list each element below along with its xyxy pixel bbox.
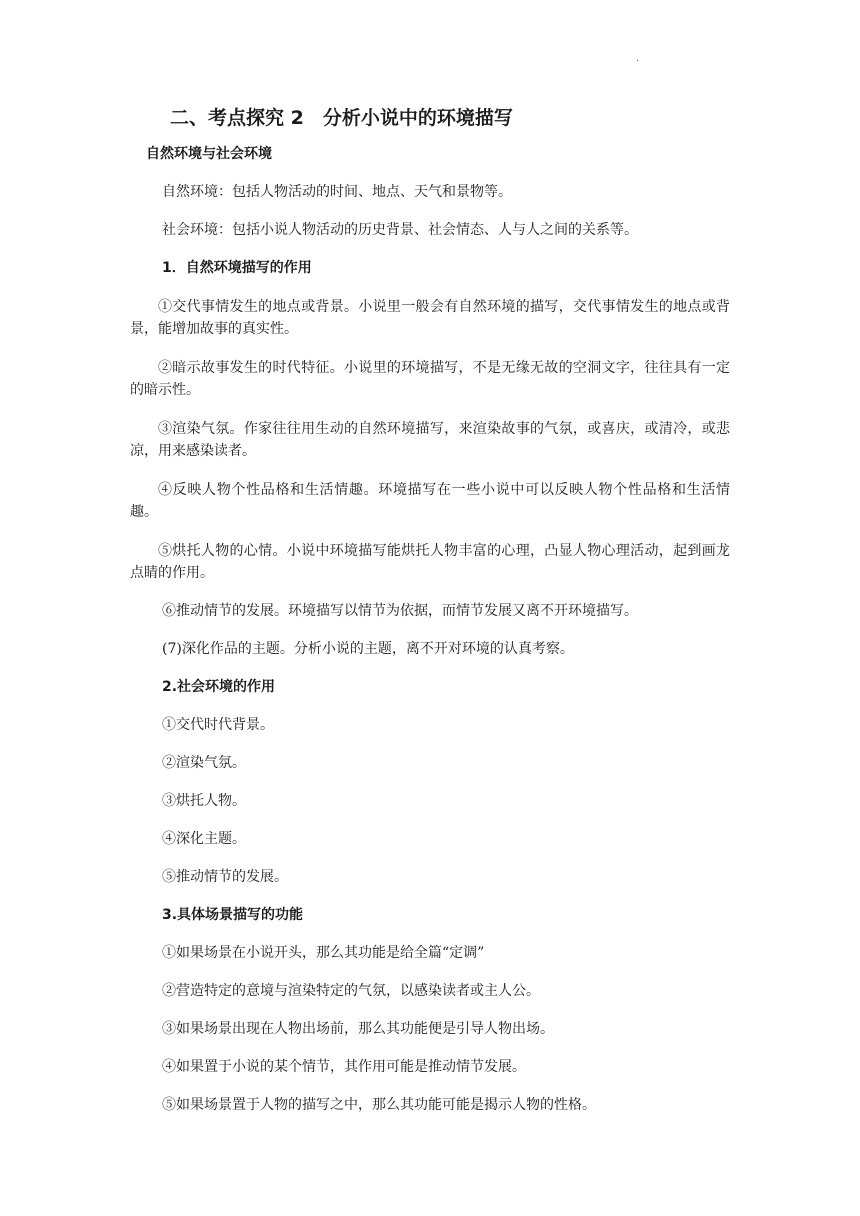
section1-heading: 1．自然环境描写的作用 [162,260,312,276]
page-title: 二、考点探究 2 分析小说中的环境描写 [170,107,513,129]
section1-item: ⑥推动情节的发展。环境描写以情节为依据，而情节发展又离不开环境描写。 [162,603,638,619]
section3-item: ③如果场景出现在人物出场前，那么其功能便是引导人物出场。 [162,1021,554,1037]
section3-item: ④如果置于小说的某个情节，其作用可能是推动情节发展。 [162,1059,526,1075]
natural-environment-definition: 自然环境：包括人物活动的时间、地点、天气和景物等。 [162,184,512,200]
section1-item: ③渲染气氛。作家往往用生动的自然环境描写，来渲染故事的气氛，或喜庆，或清冷，或悲凉，用来感染读者。 [130,421,730,459]
social-environment-definition: 社会环境：包括小说人物活动的历史背景、社会情态、人与人之间的关系等。 [162,222,638,238]
section2-heading: 2.社会环境的作用 [162,679,276,695]
section1-item: ⑤烘托人物的心情。小说中环境描写能烘托人物丰富的心理，凸显人物心理活动，起到画龙点睛的作用。 [130,543,730,581]
section1-item: (7)深化作品的主题。分析小说的主题，离不开对环境的认真考察。 [162,641,574,657]
section3-heading: 3.具体场景描写的功能 [162,907,304,923]
section2-item: ③烘托人物。 [162,793,246,809]
section3-item: ⑤如果场景置于人物的描写之中，那么其功能可能是揭示人物的性格。 [162,1097,596,1113]
section2-item: ④深化主题。 [162,831,246,847]
section2-item: ②渲染气氛。 [162,755,246,771]
section2-item: ⑤推动情节的发展。 [162,869,288,885]
document-content [130,104,730,1133]
corner-mark: · [636,56,640,67]
section1-item: ④反映人物个性品格和生活情趣。环境描写在一些小说中可以反映人物个性品格和生活情趣。 [130,482,730,520]
section3-item: ②营造特定的意境与渲染特定的气氛，以感染读者或主人公。 [162,983,540,999]
section1-item: ①交代事情发生的地点或背景。小说里一般会有自然环境的描写，交代事情发生的地点或背景，能增加故事的真实性。 [130,299,730,337]
section3-item: ①如果场景在小说开头，那么其功能是给全篇“定调” [162,945,485,961]
section1-item: ②暗示故事发生的时代特征。小说里的环境描写，不是无缘无故的空洞文字，往往具有一定的暗示性。 [130,360,730,398]
section0-heading: 自然环境与社会环境 [146,146,272,162]
section2-item: ①交代时代背景。 [162,717,274,733]
